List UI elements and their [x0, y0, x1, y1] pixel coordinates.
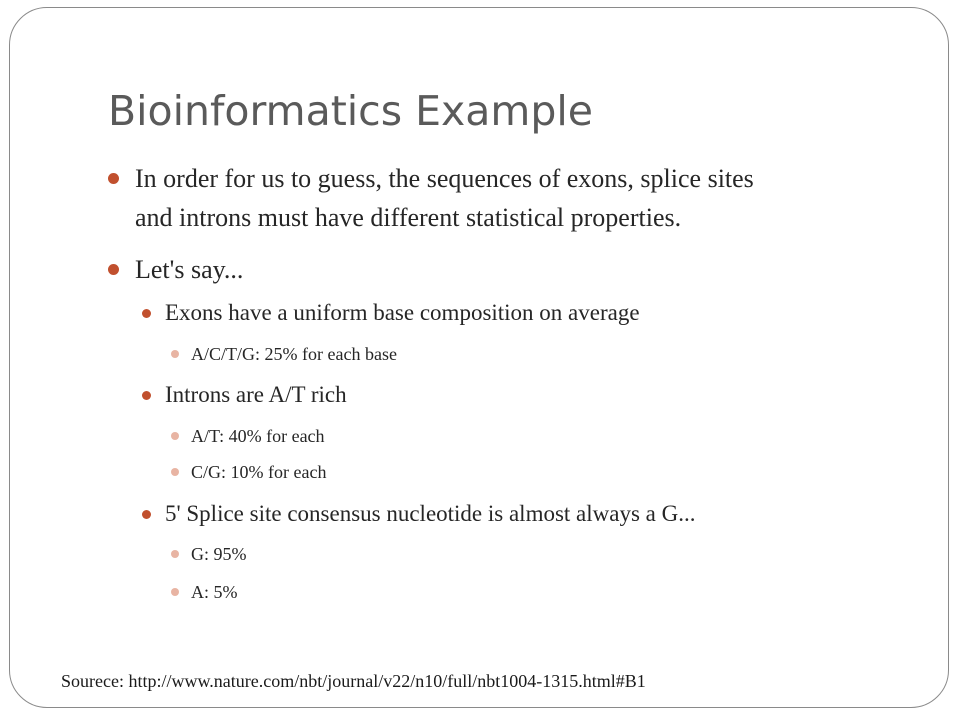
bullet-text: Exons have a uniform base composition on average [165, 300, 640, 325]
bullet-dot-icon [108, 173, 119, 184]
bullet-text: Introns are A/T rich [165, 382, 347, 407]
bullet-text: A: 5% [191, 582, 238, 602]
bullet-dot-icon [171, 468, 179, 476]
bullet-item [135, 160, 754, 197]
bullet-item [191, 460, 326, 484]
bullet-text: C/G: 10% for each [191, 462, 327, 482]
bullet-item [191, 342, 397, 366]
bullet-dot-icon [171, 350, 179, 358]
slide-title: Bioinformatics Example [108, 87, 593, 135]
bullet-dot-icon [142, 510, 151, 519]
bullet-text: Let's say... [135, 255, 244, 284]
bullet-item [135, 251, 243, 288]
bullet-item-continuation [135, 199, 681, 236]
bullet-text: G: 95% [191, 544, 247, 564]
bullet-item [165, 298, 640, 328]
bullet-dot-icon [142, 309, 151, 318]
bullet-dot-icon [171, 432, 179, 440]
bullet-text: A/C/T/G: 25% for each base [191, 344, 397, 364]
bullet-text: In order for us to guess, the sequences of exons, splice sites [135, 164, 754, 193]
bullet-item [191, 542, 247, 566]
bullet-item [191, 580, 238, 604]
bullet-dot-icon [171, 588, 179, 596]
bullet-text: A/T: 40% for each [191, 426, 325, 446]
bullet-item [191, 424, 325, 448]
bullet-dot-icon [171, 550, 179, 558]
bullet-item [165, 380, 347, 410]
bullet-text: and introns must have different statistical properties. [135, 203, 682, 232]
bullet-text: 5' Splice site consensus nucleotide is almost always a G... [165, 501, 696, 526]
source-citation: Sourece: http://www.nature.com/nbt/journal/v22/n10/full/nbt1004-1315.html#B1 [61, 671, 646, 691]
bullet-dot-icon [108, 264, 119, 275]
bullet-dot-icon [142, 391, 151, 400]
bullet-item [165, 499, 696, 529]
